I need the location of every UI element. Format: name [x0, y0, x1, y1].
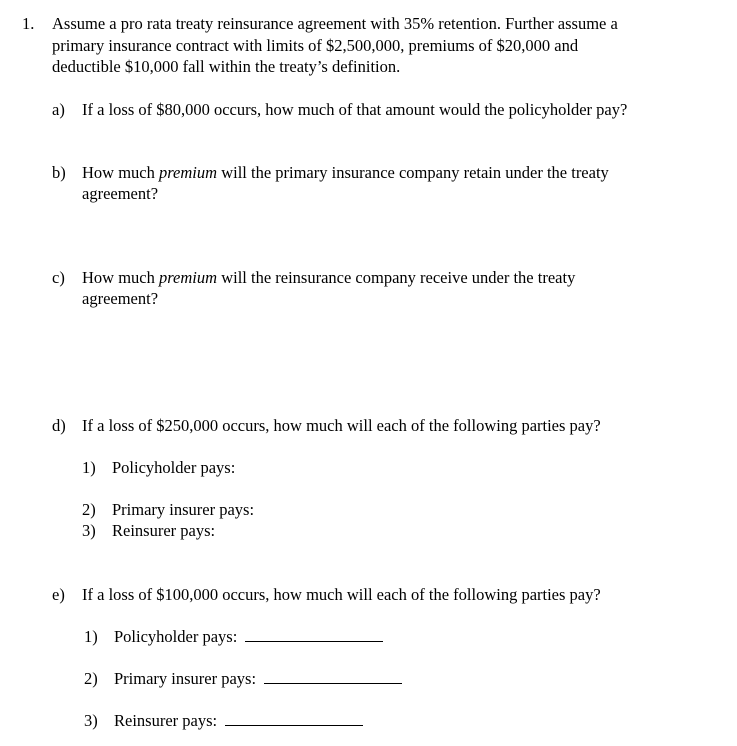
- part-d-text: If a loss of $250,000 occurs, how much will each of the following parties pay?: [82, 416, 601, 435]
- question-line-2: primary insurance contract with limits of $2,500,000, premiums of $20,000 and: [52, 36, 579, 55]
- part-d-item-2-num: 2): [82, 500, 96, 519]
- answer-blank-primary-insurer[interactable]: [264, 669, 402, 684]
- part-c-text-pre: How much: [82, 268, 159, 287]
- part-e-item-1: [114, 627, 383, 647]
- part-e-item-2-text: Primary insurer pays:: [114, 669, 257, 688]
- part-a-text: If a loss of $80,000 occurs, how much of that amount would the policyholder pay?: [82, 100, 628, 119]
- part-e-item-3-num: 3): [84, 711, 98, 730]
- question-line-1: Assume a pro rata treaty reinsurance agreement with 35% retention. Further assume a: [52, 14, 618, 33]
- answer-blank-policyholder[interactable]: [245, 627, 383, 642]
- part-d-label: d): [52, 416, 66, 435]
- part-d-item-3-text: Reinsurer pays:: [112, 521, 216, 540]
- part-b-label: b): [52, 163, 66, 182]
- question-line-3: deductible $10,000 fall within the treaty’s definition.: [52, 57, 401, 76]
- part-e-text: If a loss of $100,000 occurs, how much will each of the following parties pay?: [82, 585, 601, 604]
- part-e-item-3-text: Reinsurer pays:: [114, 711, 218, 730]
- part-d-item-2-text: Primary insurer pays:: [112, 500, 255, 519]
- part-c-label: c): [52, 268, 65, 287]
- part-e-label: e): [52, 585, 65, 604]
- part-e-item-1-text: Policyholder pays:: [114, 627, 238, 646]
- part-b-text-pre: How much: [82, 163, 159, 182]
- part-d-item-1-num: 1): [82, 458, 96, 477]
- part-a-label: a): [52, 100, 65, 119]
- part-b-line-2: agreement?: [82, 184, 159, 203]
- part-d-item-3-num: 3): [82, 521, 96, 540]
- part-e-item-2: [114, 669, 402, 689]
- question-number: 1.: [22, 14, 35, 33]
- part-c-emphasis: premium: [159, 268, 218, 287]
- part-b-text-post: will the primary insurance company retain under the treaty: [217, 163, 609, 182]
- part-e-item-3: [114, 711, 363, 731]
- part-c-line-2: agreement?: [82, 289, 159, 308]
- part-b-line-1: [82, 163, 609, 183]
- part-e-item-2-num: 2): [84, 669, 98, 688]
- part-c-text-post: will the reinsurance company receive under the treaty: [217, 268, 576, 287]
- part-b-emphasis: premium: [159, 163, 218, 182]
- part-d-item-1-text: Policyholder pays:: [112, 458, 236, 477]
- part-e-item-1-num: 1): [84, 627, 98, 646]
- part-c-line-1: [82, 268, 575, 288]
- answer-blank-reinsurer[interactable]: [225, 711, 363, 726]
